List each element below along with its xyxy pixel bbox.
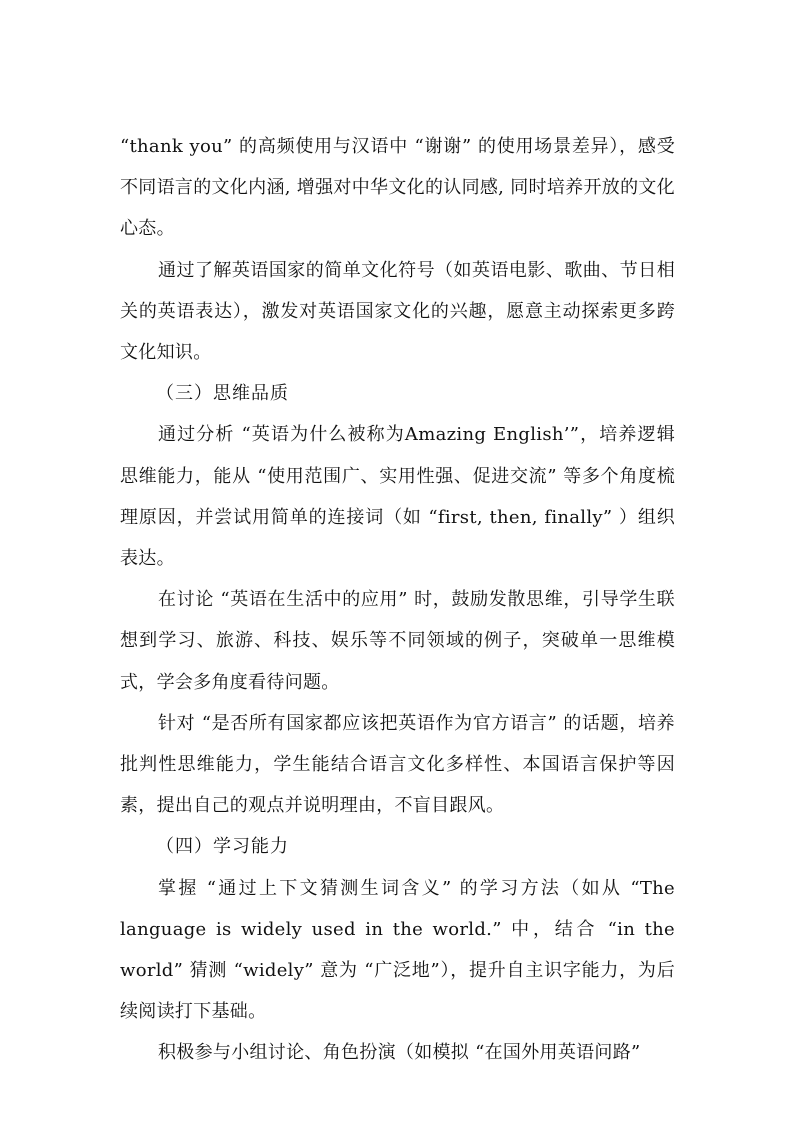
paragraph-thinking-logic: 通过分析 “英语为什么被称为Amazing English’”，培养逻辑思维能力，能从 “使用范围广、实用性强、促进交流” 等多个角度梳理原因，并尝试用简单的连接词（如 “first, then, finally” ）组织表达。 [120, 424, 675, 570]
paragraph-learning-group: 积极参与小组讨论、角色扮演（如模拟 “在国外用英语问路” [158, 1042, 641, 1064]
section-heading-thinking-quality: （三）思维品质 [156, 383, 289, 405]
paragraph-culture-symbols: 通过了解英语国家的简单文化符号（如英语电影、歌曲、节日相关的英语表达），激发对英语国家文化的兴趣，愿意主动探索更多跨文化知识。 [120, 259, 675, 364]
paragraph-thinking-divergent: 在讨论 “英语在生活中的应用” 时，鼓励发散思维，引导学生联想到学习、旅游、科技、娱乐等不同领域的例子，突破单一思维模式，学会多角度看待问题。 [120, 589, 675, 693]
document-body [120, 126, 675, 1074]
section-heading-learning-ability: （四）学习能力 [156, 836, 289, 858]
paragraph-thinking-critical: 针对 “是否所有国家都应该把英语作为官方语言” 的话题，培养批判性思维能力，学生能结合语言文化多样性、本国语言保护等因素，提出自己的观点并说明理由，不盲目跟风。 [120, 712, 675, 817]
paragraph-learning-context: 掌握 “通过上下文猜测生词含义” 的学习方法（如从 “The language is widely used in the world.” 中，结合 “in the world” 猜测 “widely” 意为 “广泛地”），提升自主识字能力，为后续阅读打下基础。 [120, 877, 675, 1023]
paragraph-culture-continued: “thank you” 的高频使用与汉语中 “谢谢” 的使用场景差异），感受不同语言的文化内涵, 增强对中华文化的认同感, 同时培养开放的文化心态。 [120, 136, 675, 240]
